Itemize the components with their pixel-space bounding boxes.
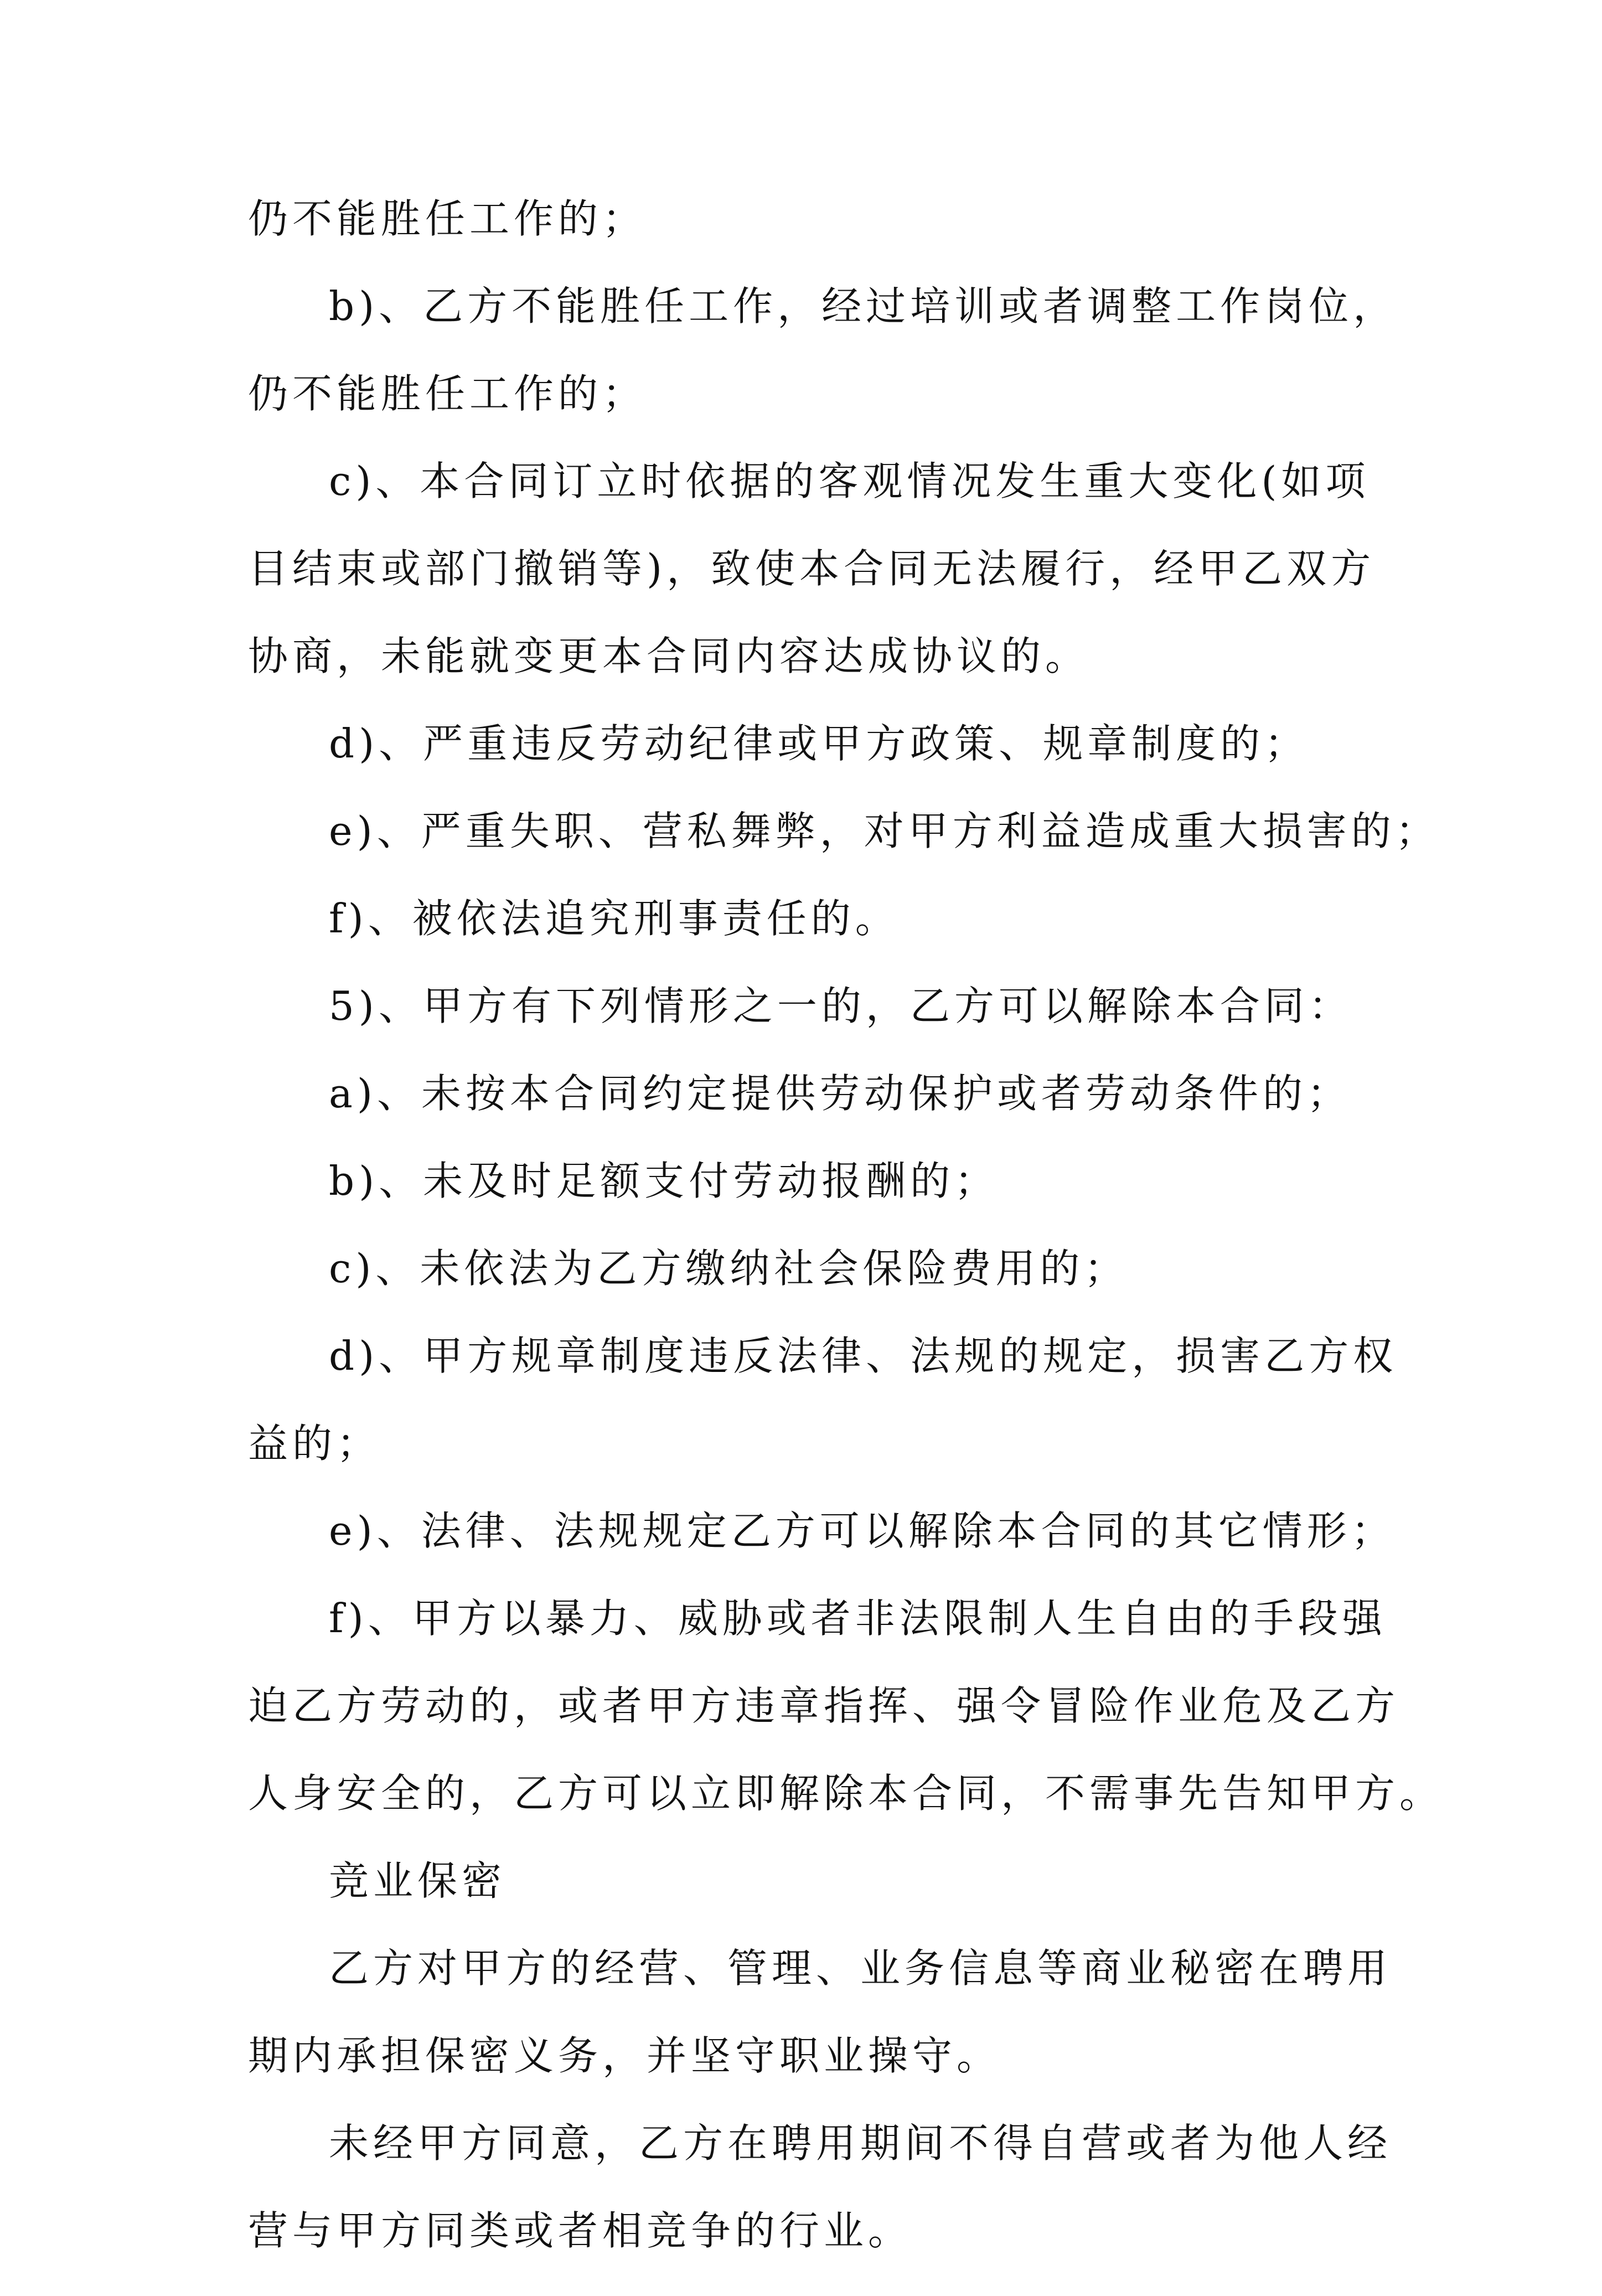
text-line: 目结束或部门撤销等)，致使本合同无法履行，经甲乙双方 bbox=[248, 545, 1376, 592]
text-line: a)、未按本合同约定提供劳动保护或者劳动条件的； bbox=[329, 1070, 1352, 1117]
text-line: b)、乙方不能胜任工作，经过培训或者调整工作岗位， bbox=[329, 283, 1398, 329]
document-page bbox=[248, 195, 1444, 2296]
text-line: c)、本合同订立时依据的客观情况发生重大变化(如项 bbox=[329, 458, 1370, 504]
text-line: 协商，未能就变更本合同内容达成协议的。 bbox=[248, 633, 1090, 679]
section-heading: 竞业保密 bbox=[329, 1858, 507, 1904]
text-line: 益的； bbox=[248, 1420, 381, 1467]
text-line: d)、甲方规章制度违反法律、法规的规定，损害乙方权 bbox=[329, 1333, 1398, 1379]
text-line: 仍不能胜任工作的； bbox=[248, 195, 647, 242]
text-line: 仍不能胜任工作的； bbox=[248, 370, 647, 417]
text-line: e)、严重失职、营私舞弊，对甲方利益造成重大损害的； bbox=[329, 808, 1440, 854]
text-line: 营与甲方同类或者相竞争的行业。 bbox=[248, 2207, 913, 2254]
text-line: f)、甲方以暴力、威胁或者非法限制人生自由的手段强 bbox=[329, 1595, 1387, 1642]
text-line: f)、被依法追究刑事责任的。 bbox=[329, 895, 900, 942]
text-line: 乙方对甲方的经营、管理、业务信息等商业秘密在聘用 bbox=[329, 1945, 1392, 1991]
text-line: 5)、甲方有下列情形之一的，乙方可以解除本合同： bbox=[329, 983, 1353, 1029]
text-line: 期内承担保密义务，并坚守职业操守。 bbox=[248, 2032, 1001, 2079]
text-line: 迫乙方劳动的，或者甲方违章指挥、强令冒险作业危及乙方 bbox=[248, 1683, 1400, 1729]
text-line: e)、法律、法规规定乙方可以解除本合同的其它情形； bbox=[329, 1508, 1396, 1554]
text-line: d)、严重违反劳动纪律或甲方政策、规章制度的； bbox=[329, 720, 1309, 767]
text-line: 人身安全的，乙方可以立即解除本合同，不需事先告知甲方。 bbox=[248, 1770, 1444, 1817]
text-line: c)、未依法为乙方缴纳社会保险费用的； bbox=[329, 1245, 1129, 1292]
text-line: b)、未及时足额支付劳动报酬的； bbox=[329, 1158, 999, 1204]
text-line: 未经甲方同意，乙方在聘用期间不得自营或者为他人经 bbox=[329, 2120, 1392, 2166]
